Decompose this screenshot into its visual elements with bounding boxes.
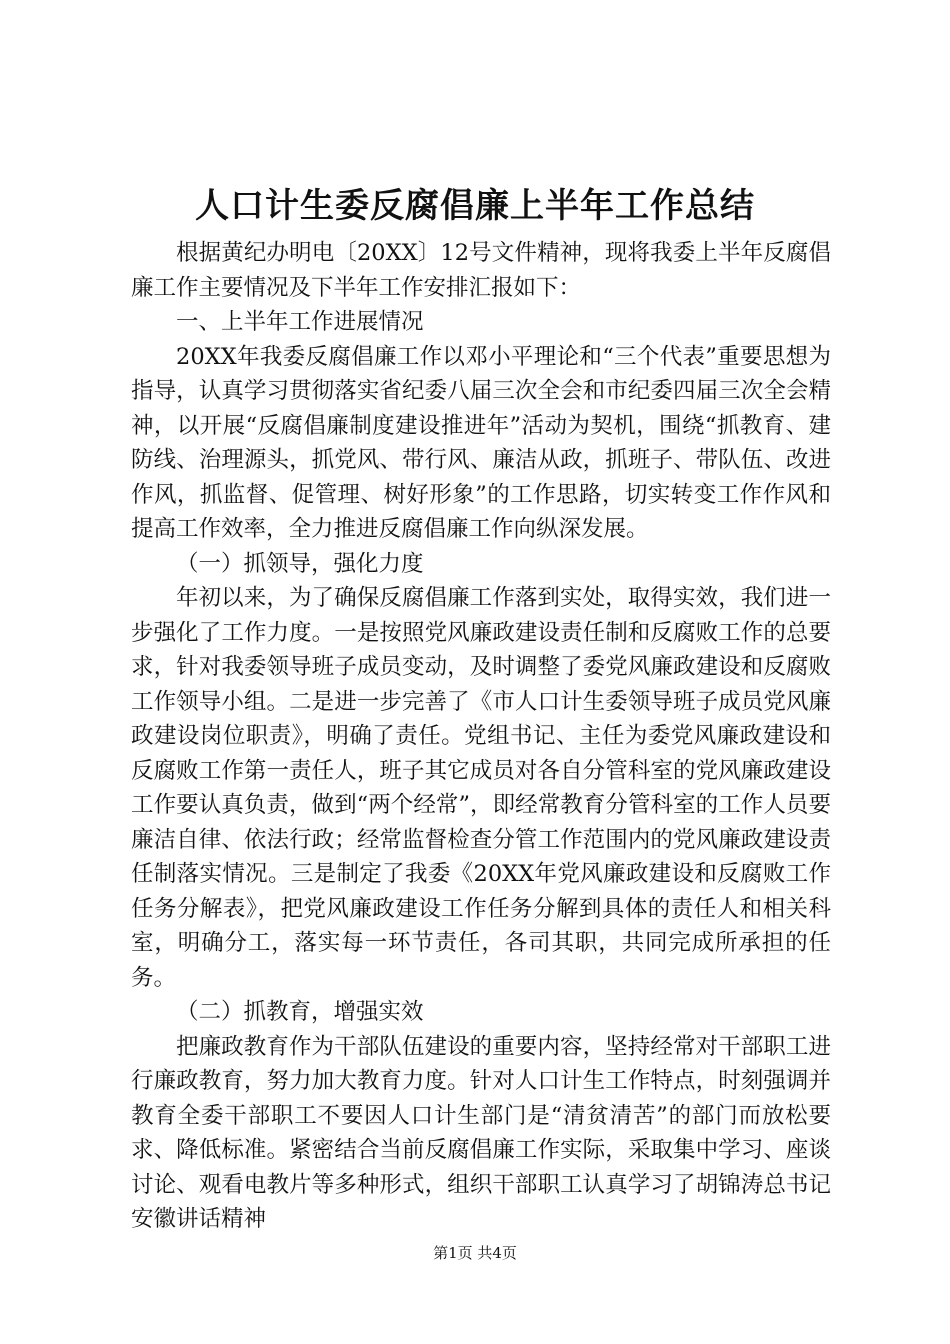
- section-1-paragraph: 20XX年我委反腐倡廉工作以邓小平理论和“三个代表”重要思想为指导，认真学习贯彻落实省纪委八届三次全会和市纪委四届三次全会精神，以开展“反腐倡廉制度建设推进年”活动为契机，围绕“抓教育、建防线、治理源头，抓党风、带行风、廉洁从政，抓班子、带队伍、改进作风，抓监督、促管理、树好形象”的工作思路，切实转变工作作风和提高工作效率，全力推进反腐倡廉工作向纵深发展。: [131, 343, 831, 542]
- page-number-footer: 第1页 共4页: [433, 1244, 517, 1262]
- document-body: [131, 236, 831, 1237]
- subsection-heading-1: （一）抓领导，强化力度: [176, 550, 424, 577]
- subsection-heading-2: （二）抓教育，增强实效: [176, 999, 424, 1025]
- section-heading-1: 一、上半年工作进展情况: [176, 309, 424, 335]
- document-title: 人口计生委反腐倡廉上半年工作总结: [195, 186, 755, 226]
- subsection-2-paragraph: 把廉政教育作为干部队伍建设的重要内容，坚持经常对干部职工进行廉政教育，努力加大教育力度。针对人口计生工作特点，时刻强调并教育全委干部职工不要因人口计生部门是“清贫清苦”的部门而放松要求、降低标准。紧密结合当前反腐倡廉工作实际，采取集中学习、座谈讨论、观看电教片等多种形式，组织干部职工认真学习了胡锦涛总书记安徽讲话精神: [131, 1033, 831, 1232]
- subsection-1-paragraph: 年初以来，为了确保反腐倡廉工作落到实处，取得实效，我们进一步强化了工作力度。一是按照党风廉政建设责任制和反腐败工作的总要求，针对我委领导班子成员变动，及时调整了委党风廉政建设和反腐败工作领导小组。二是进一步完善了《市人口计生委领导班子成员党风廉政建设岗位职责》，明确了责任。党组书记、主任为委党风廉政建设和反腐败工作第一责任人，班子其它成员对各自分管科室的党风廉政建设工作要认真负责，做到“两个经常”，即经常教育分管科室的工作人员要廉洁自律、依法行政；经常监督检查分管工作范围内的党风廉政建设责任制落实情况。三是制定了我委《20XX年党风廉政建设和反腐败工作任务分解表》，把党风廉政建设工作任务分解到具体的责任人和相关科室，明确分工，落实每一环节责任，各司其职，共同完成所承担的任务。: [131, 585, 831, 991]
- intro-paragraph: 根据黄纪办明电〔20XX〕12号文件精神，现将我委上半年反腐倡廉工作主要情况及下半年工作安排汇报如下：: [131, 240, 831, 301]
